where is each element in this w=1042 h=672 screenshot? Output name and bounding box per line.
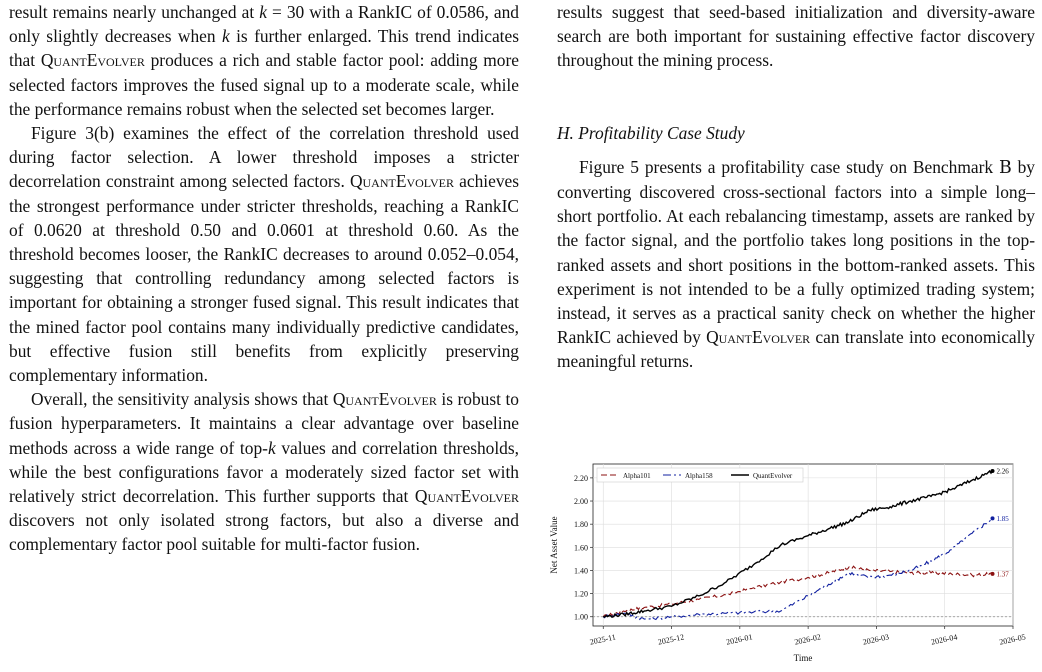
x-tick-label: 2026-03 bbox=[861, 632, 890, 647]
y-tick-label: 2.20 bbox=[574, 473, 588, 483]
legend-label: Alpha101 bbox=[623, 472, 651, 480]
y-tick-label: 1.20 bbox=[574, 589, 588, 599]
paragraph-overall-sensitivity: Overall, the sensitivity analysis shows that QuantEvolver is robust to fusion hyperparameters. It maintains a clear advantage over baseline methods across a wide range of top-k values and correlation thresholds, while the best configurations favor a moderately sized factor set with relatively strict decorrelation. This further supports that QuantEvolver discovers not only isolated strong factors, but also a diverse and complementary factor pool suitable for multi-factor fusion. bbox=[9, 389, 519, 555]
method-name: QuantEvolver bbox=[349, 171, 455, 192]
nav-figure bbox=[543, 456, 1039, 672]
x-tick-label: 2026-01 bbox=[725, 632, 754, 647]
y-tick-label: 1.60 bbox=[574, 543, 588, 553]
y-tick-label: 1.00 bbox=[574, 612, 588, 622]
paragraph-correlation-threshold: Figure 3(b) examines the effect of the correlation threshold used during factor selection. A lower threshold imposes a stricter decorrelation constraint among selected factors. QuantEvolver achieves the strongest performance under stricter thresholds, reaching a RankIC of 0.0620 at threshold 0.50 and 0.0601 at threshold 0.60. As the threshold becomes looser, the RankIC decreases to around 0.052–0.054, suggesting that controlling redundancy among selected factors is important for obtaining a stronger fused signal. This result indicates that the mined factor pool contains many individually predictive candidates, but effective fusion still benefits from explicitly preserving complementary information. bbox=[9, 123, 520, 386]
section-heading: H. Profitability Case Study bbox=[557, 122, 745, 143]
series-end-label: 1.37 bbox=[996, 570, 1009, 579]
method-name: QuantEvolver bbox=[40, 50, 145, 71]
paragraph-seed-init: results suggest that seed-based initialization and diversity-aware search are both important for sustaining effective factor discovery throughout the mining process. bbox=[557, 2, 1035, 71]
series-end-label: 2.26 bbox=[996, 467, 1009, 476]
method-name: QuantEvolver bbox=[414, 486, 519, 507]
y-tick-label: 2.00 bbox=[574, 497, 588, 507]
series-end-point bbox=[991, 516, 995, 520]
y-axis-label: Net Asset Value bbox=[549, 516, 559, 574]
method-name: QuantEvolver bbox=[332, 389, 437, 410]
x-tick-label: 2025-12 bbox=[657, 632, 685, 647]
nav-line-chart bbox=[543, 456, 1039, 672]
legend-label: Alpha158 bbox=[685, 472, 713, 480]
x-axis-label: Time bbox=[793, 653, 813, 663]
method-name: QuantEvolver bbox=[706, 327, 811, 348]
paragraph-k-sensitivity: result remains nearly unchanged at k = 30 with a RankIC of 0.0586, and only slightly decreases when k is further enlarged. This trend indicates that QuantEvolver produces a rich and stable factor pool: adding more selected factors improves the fused signal up to a moderate scale, while the performance remains robust when the selected set becomes larger. bbox=[9, 2, 520, 119]
series-end-label: 1.85 bbox=[996, 514, 1009, 523]
paragraph-profitability: Figure 5 presents a profitability case study on Benchmark B by converting discovered cross-sectional factors into a simple long–short portfolio. At each rebalancing timestamp, assets are ranked by the factor signal, and the portfolio takes long positions in the top-ranked assets and short positions in the bottom-ranked assets. This experiment is not intended to be a fully optimized trading system; instead, it serves as a practical sanity check on whether the higher RankIC achieved by QuantEvolver can translate into economically meaningful returns. bbox=[557, 156, 1035, 372]
series-end-point bbox=[991, 469, 995, 473]
x-tick-label: 2026-05 bbox=[998, 632, 1027, 647]
x-tick-label: 2026-04 bbox=[930, 632, 959, 647]
legend-label: QuantEvolver bbox=[753, 472, 793, 480]
plot-frame bbox=[593, 464, 1013, 626]
series-end-point bbox=[991, 572, 995, 576]
x-tick-label: 2026-02 bbox=[793, 632, 822, 647]
y-tick-label: 1.40 bbox=[574, 566, 588, 576]
y-tick-label: 1.80 bbox=[574, 520, 588, 530]
left-column bbox=[9, 0, 519, 557]
right-column bbox=[557, 0, 1035, 374]
x-tick-label: 2025-11 bbox=[588, 632, 617, 647]
